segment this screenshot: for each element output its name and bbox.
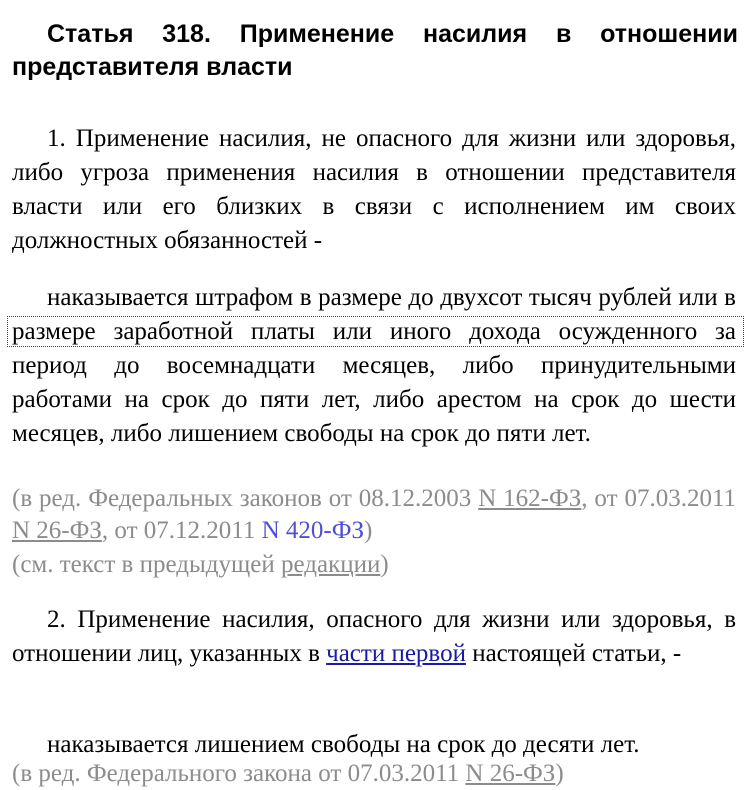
law-link-420[interactable]: N 420-ФЗ — [261, 517, 364, 544]
prev-text-prefix: (см. текст в предыдущей — [12, 551, 281, 578]
amendment-2-suffix: ) — [555, 760, 564, 787]
amendment-note-1 — [12, 483, 736, 547]
article-sanction-2: наказывается лишением свободы на срок до десяти лет. — [47, 731, 640, 758]
article-part-2 — [12, 603, 736, 671]
amendment-suffix: ) — [363, 517, 373, 544]
amendment-middle: , от 07.03.2011 — [581, 485, 737, 512]
law-link-26[interactable]: N 26-ФЗ — [12, 517, 102, 544]
part-2-text-after: настоящей статьи, - — [465, 640, 682, 667]
amendment-2-prefix: (в ред. Федерального закона от 07.03.2011 — [12, 760, 466, 787]
previous-text-note — [12, 549, 736, 581]
part-2-text-before: 2. Применение насилия, опасного для жизни или здоровья, в отношении лиц, указанных в — [12, 606, 736, 667]
amendment-middle-2: , от 07.12.2011 — [101, 517, 262, 544]
law-link-26-second[interactable]: N 26-ФЗ — [465, 760, 556, 787]
article-sanction-1: наказывается штрафом в размере до двухсот тысяч рублей или в размере заработной платы или иного дохода осужденного за период до восемнадцати месяцев, либо принудительными работами на срок до пяти лет, либо арестом на срок до шести месяцев, либо лишением свободы на срок до пяти лет. — [12, 284, 736, 447]
previous-edition-link[interactable]: редакции — [280, 551, 381, 578]
law-link-162[interactable]: N 162-ФЗ — [478, 485, 582, 512]
part-one-link[interactable]: части первой — [326, 640, 466, 667]
amendment-note-2 — [12, 758, 736, 790]
article-part-1: 1. Применение насилия, не опасного для жизни или здоровья, либо угроза применения насилия в отношении представителя власти или его близких в связи с исполнением им своих должностных обязанностей - — [12, 125, 736, 254]
amendment-prefix: (в ред. Федеральных законов от 08.12.2003 — [12, 485, 479, 512]
prev-text-suffix: ) — [380, 551, 389, 578]
article-title: Статья 318. Применение насилия в отношении представителя власти — [12, 20, 738, 81]
